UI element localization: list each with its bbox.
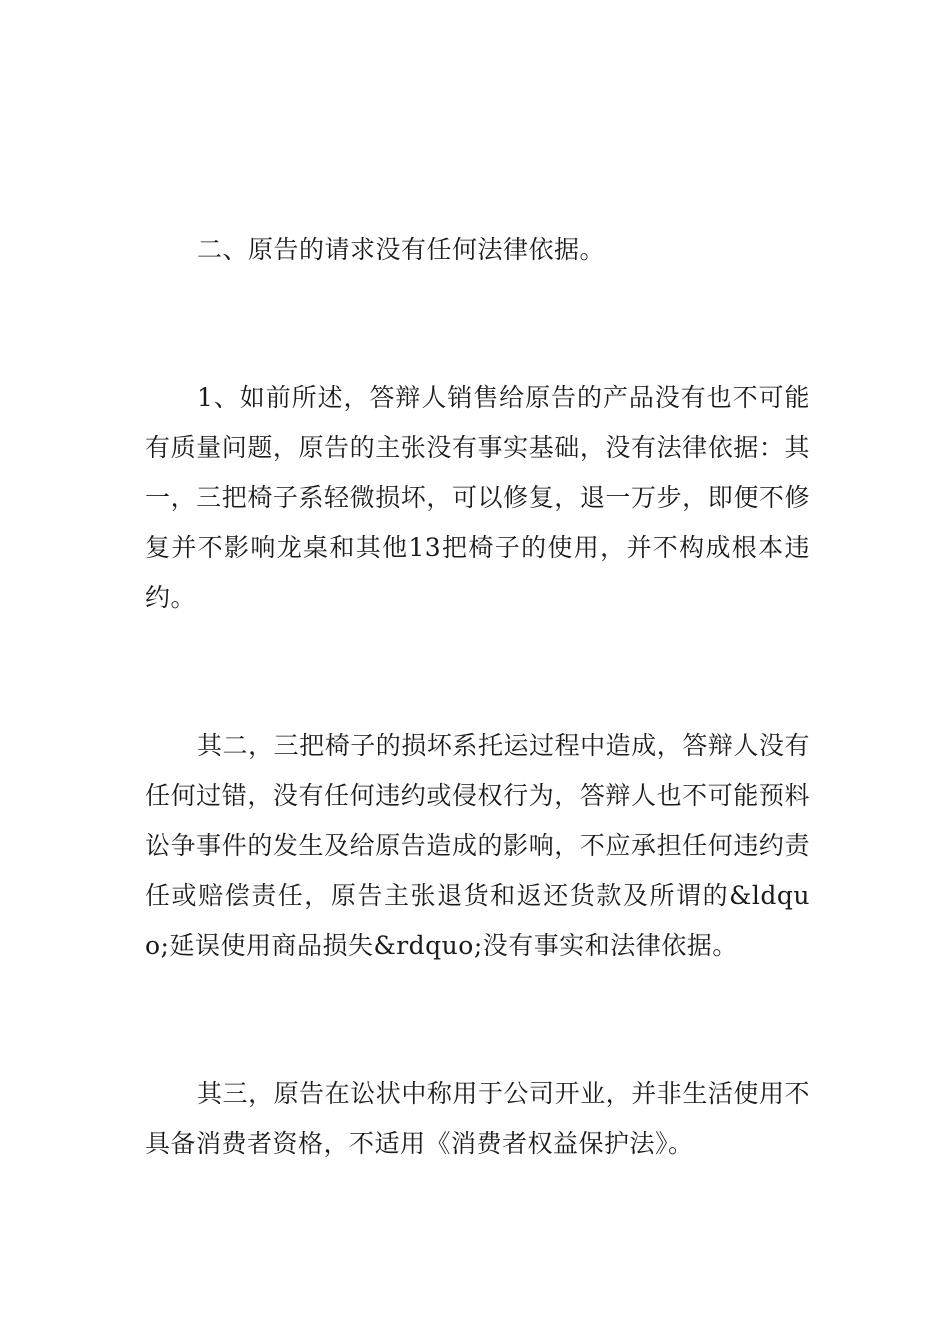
paragraph-point-3: 其三，原告在讼状中称用于公司开业，并非生活使用不具备消费者资格，不适用《消费者权益保护法》。: [145, 1079, 810, 1158]
paragraph-point-1: 1、如前所述，答辩人销售给原告的产品没有也不可能有质量问题，原告的主张没有事实基础，没有法律依据：其一，三把椅子系轻微损坏，可以修复，退一万步，即便不修复并不影响龙桌和其他13把椅子的使用，并不构成根本违约。: [145, 383, 810, 612]
paragraph-point-2: 其二，三把椅子的损坏系托运过程中造成，答辩人没有任何过错，没有任何违约或侵权行为，答辩人也不可能预料讼争事件的发生及给原告造成的影响，不应承担任何违约责任或赔偿责任，原告主张退货和返还货款及所谓的&ldquo;延误使用商品损失&rdquo;没有事实和法律依据。: [145, 731, 810, 960]
section-heading: 二、原告的请求没有任何法律依据。: [197, 235, 606, 264]
